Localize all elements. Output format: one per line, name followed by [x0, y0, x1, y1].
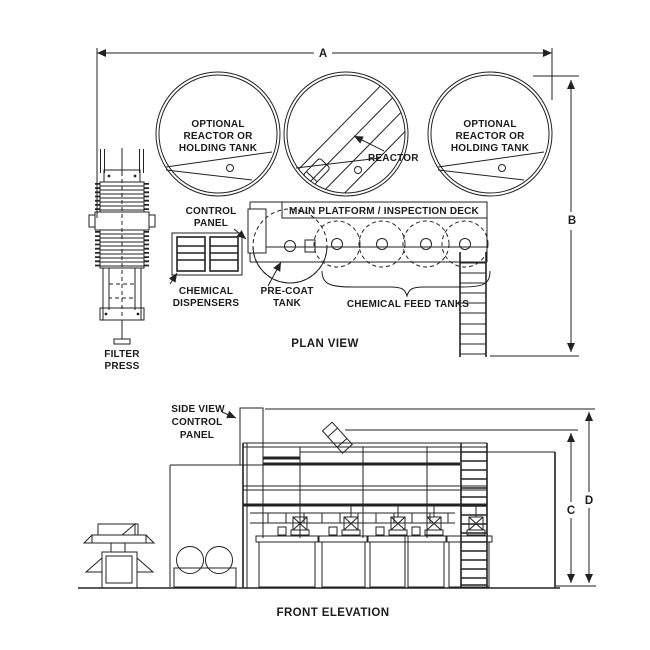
reactor-pointer-arrow: [354, 136, 384, 151]
filter-press-label-1: FILTER: [104, 349, 140, 360]
dim-d-label: D: [584, 495, 594, 507]
feed-tanks-elevation: [256, 505, 492, 587]
pump-left: [177, 547, 204, 574]
plan-view-title: PLAN VIEW: [291, 338, 359, 350]
tank-right-label-2: REACTOR OR: [455, 131, 525, 142]
main-platform-label: MAIN PLATFORM / INSPECTION DECK: [289, 206, 479, 217]
feed-chute: [323, 422, 353, 453]
control-panel-label-2: PANEL: [193, 218, 229, 229]
plan-view-section: [89, 48, 579, 372]
main-platform-deck: [250, 202, 487, 262]
tank-left-label-3: HOLDING TANK: [178, 143, 258, 154]
access-ladder-elevation: [461, 443, 487, 588]
side-view-panel-arrow: [222, 412, 236, 418]
front-elevation-section: [78, 404, 596, 619]
holding-tank-right: [428, 72, 552, 196]
reactor-label: REACTOR: [368, 153, 419, 164]
tank-left-label-2: REACTOR OR: [183, 131, 253, 142]
pre-coat-arrow: [268, 262, 281, 286]
tank-right-label-1: OPTIONAL: [463, 119, 517, 130]
tank-left-label-1: OPTIONAL: [191, 119, 245, 130]
filter-press-plan: [89, 148, 155, 372]
filter-press-label-2: PRESS: [104, 361, 140, 372]
pump-skid: [170, 465, 243, 587]
platform-structure: [243, 422, 555, 588]
dimension-b: [490, 76, 579, 356]
pre-coat-label-1: PRE-COAT: [260, 286, 314, 297]
side-view-panel-label-1: SIDE VIEW: [171, 404, 225, 415]
chemical-dispensers: [170, 233, 242, 309]
dim-a-label: A: [318, 48, 328, 60]
chemical-feed-tanks: [305, 221, 490, 310]
filter-press-elevation: [84, 524, 154, 588]
tank-motors: [278, 517, 485, 535]
chemical-dispensers-label-2: DISPENSERS: [172, 298, 240, 309]
chemical-dispensers-label-1: CHEMICAL: [178, 286, 234, 297]
side-view-panel-label-3: PANEL: [179, 430, 215, 441]
holding-tank-left: [156, 72, 280, 196]
chemical-feed-tanks-label: CHEMICAL FEED TANKS: [346, 299, 470, 310]
pump-right: [206, 547, 233, 574]
control-panel-tower: [171, 404, 263, 465]
reactor-tank: [284, 68, 436, 212]
control-panel-label-1: CONTROL: [185, 206, 237, 217]
pre-coat-label-2: TANK: [273, 298, 301, 309]
side-view-panel-label-2: CONTROL: [171, 417, 223, 428]
tank-right-label-3: HOLDING TANK: [450, 143, 530, 154]
front-elevation-title: FRONT ELEVATION: [276, 607, 390, 619]
reactor-cylinder: [303, 158, 330, 186]
dim-b-label: B: [567, 215, 577, 227]
dim-c-label: C: [566, 505, 576, 517]
